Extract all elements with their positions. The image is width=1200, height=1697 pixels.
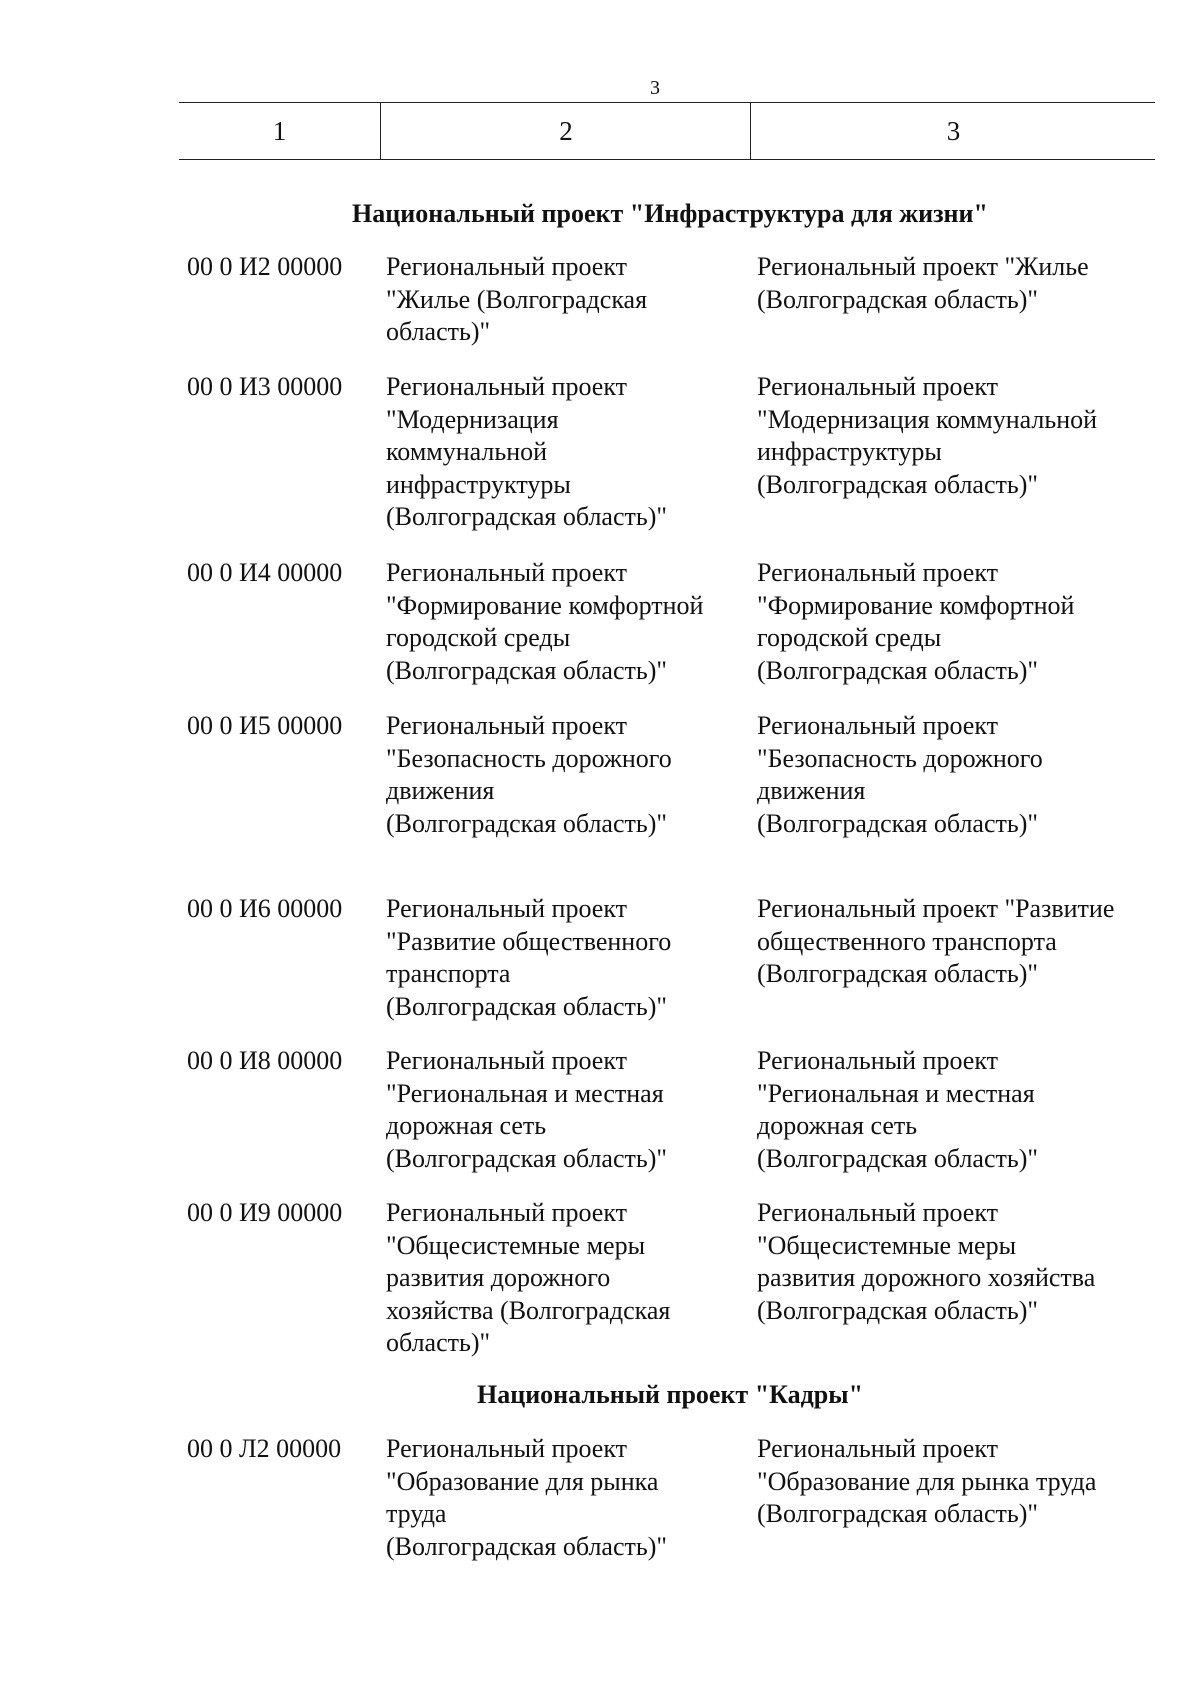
column-header-row	[179, 102, 1155, 160]
column-header-1: 1	[272, 115, 287, 146]
page-number: 3	[650, 77, 660, 99]
project-name-cell: Региональный проект "Безопасность дорожного движения (Волгоградская область)"	[386, 711, 672, 838]
project-name-cell: Региональный проект "Развитие общественного транспорта (Волгоградская область)"	[386, 894, 672, 1021]
column-header-3: 3	[750, 103, 1156, 159]
column-header-2: 2	[380, 103, 751, 159]
project-name-cell: Региональный проект "Формирование комфортной городской среды (Волгоградская область)"	[386, 558, 704, 685]
project-description-cell: Региональный проект "Образование для рынка труда (Волгоградская область)"	[757, 1434, 1097, 1528]
project-name-cell: Региональный проект "Модернизация коммунальной инфраструктуры (Волгоградская область)"	[386, 372, 667, 531]
budget-code: 00 0 И5 00000	[187, 711, 343, 740]
project-name-cell: Региональный проект "Образование для рынка труда (Волгоградская область)"	[386, 1434, 667, 1561]
project-name-cell: Региональный проект "Общесистемные меры развития дорожного хозяйства (Волгоградская область)"	[386, 1198, 671, 1357]
project-description-cell: Региональный проект "Модернизация коммунальной инфраструктуры (Волгоградская область)"	[757, 372, 1098, 499]
budget-code: 00 0 И6 00000	[187, 894, 343, 923]
project-name-cell: Региональный проект "Региональная и местная дорожная сеть (Волгоградская область)"	[386, 1046, 667, 1173]
budget-code: 00 0 И8 00000	[187, 1046, 343, 1075]
section-title-personnel: Национальный проект "Кадры"	[476, 1380, 863, 1409]
budget-code: 00 0 И3 00000	[187, 372, 343, 401]
budget-code: 00 0 И4 00000	[187, 558, 343, 587]
project-description-cell: Региональный проект "Жилье (Волгоградская область)"	[757, 252, 1089, 314]
project-description-cell: Региональный проект "Безопасность дорожного движения (Волгоградская область)"	[757, 711, 1043, 838]
project-description-cell: Региональный проект "Региональная и местная дорожная сеть (Волгоградская область)"	[757, 1046, 1038, 1173]
section-title-infrastructure: Национальный проект "Инфраструктура для жизни"	[352, 199, 988, 228]
budget-code: 00 0 Л2 00000	[187, 1434, 342, 1463]
project-description-cell: Региональный проект "Формирование комфортной городской среды (Волгоградская область)"	[757, 558, 1075, 685]
project-description-cell: Региональный проект "Развитие общественного транспорта (Волгоградская область)"	[757, 894, 1115, 988]
project-description-cell: Региональный проект "Общесистемные меры развития дорожного хозяйства (Волгоградская область)"	[757, 1198, 1096, 1325]
budget-code: 00 0 И9 00000	[187, 1198, 343, 1227]
project-name-cell: Региональный проект "Жилье (Волгоградская область)"	[386, 252, 648, 346]
budget-code: 00 0 И2 00000	[187, 252, 343, 281]
